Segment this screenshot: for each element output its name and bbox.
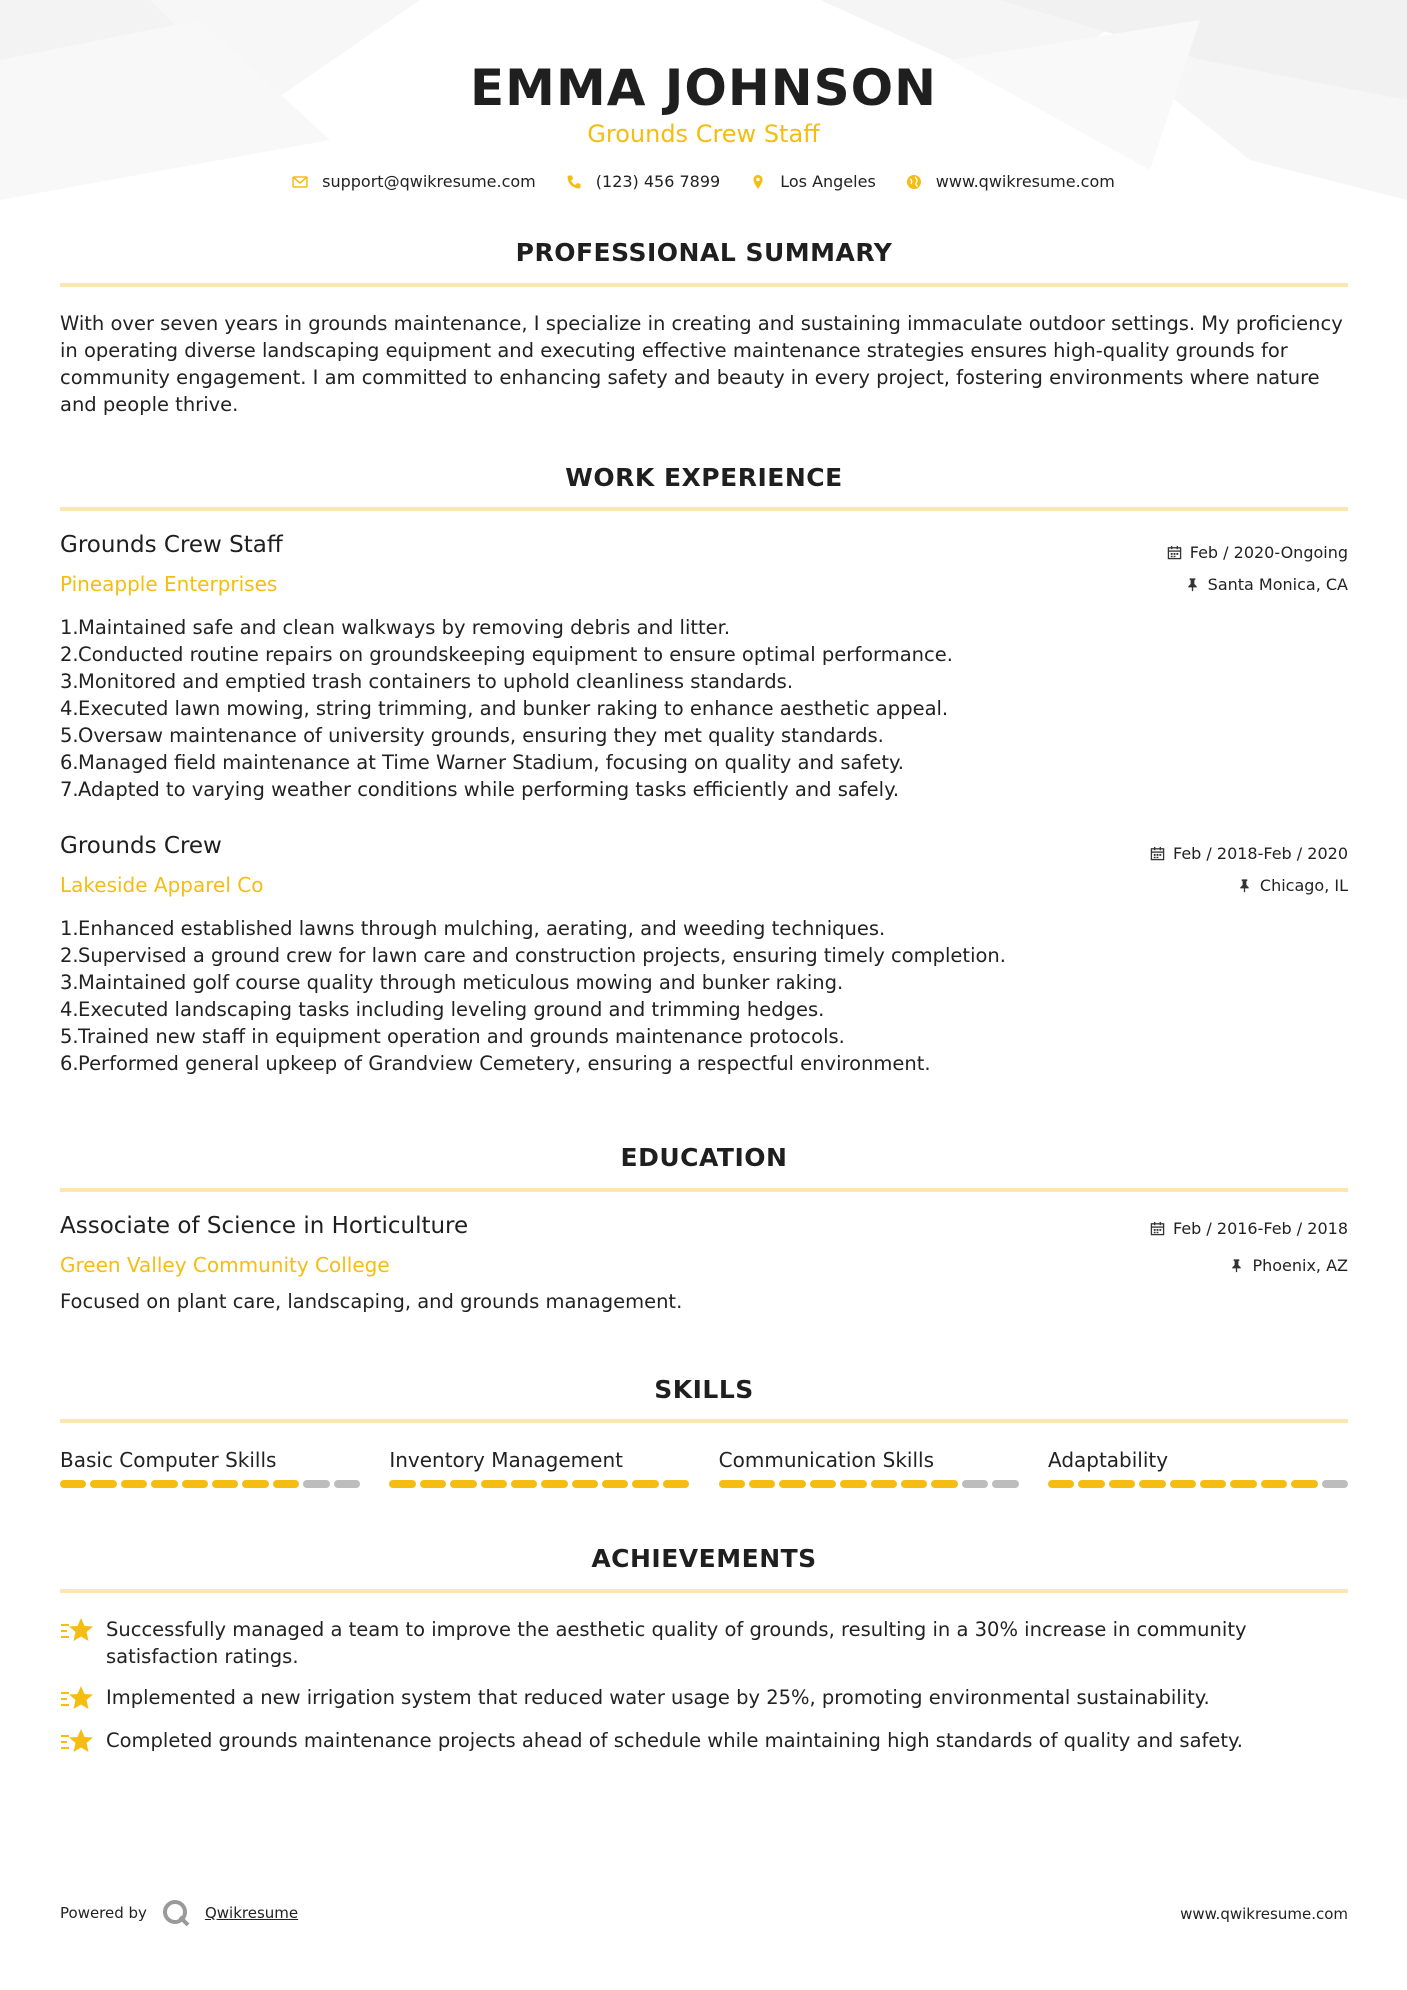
contact-website[interactable] bbox=[906, 172, 1115, 191]
duty-item bbox=[60, 695, 1348, 722]
envelope-icon bbox=[292, 174, 308, 190]
duty-number: 4. bbox=[60, 998, 79, 1021]
section-title-achievements: ACHIEVEMENTS bbox=[591, 1544, 817, 1573]
skill-dot-filled bbox=[749, 1480, 775, 1488]
duty-item bbox=[60, 1023, 1348, 1050]
job-dates-text: Feb / 2018-Feb / 2020 bbox=[1173, 844, 1348, 863]
skill-dot-filled bbox=[931, 1480, 957, 1488]
job-location bbox=[1185, 575, 1348, 594]
skill-item bbox=[1048, 1447, 1348, 1488]
achievement-item bbox=[60, 1616, 1348, 1670]
job-location bbox=[1237, 876, 1348, 895]
section-divider bbox=[60, 507, 1348, 511]
duty-text: Managed field maintenance at Time Warner Stadium, focusing on quality and safety. bbox=[78, 751, 904, 774]
skill-dot-empty bbox=[303, 1480, 329, 1488]
duty-text: Conducted routine repairs on groundskeeping equipment to ensure optimal performance. bbox=[78, 643, 953, 666]
pushpin-icon bbox=[1185, 577, 1200, 592]
duty-text: Trained new staff in equipment operation and grounds maintenance protocols. bbox=[78, 1025, 845, 1048]
duty-text: Executed landscaping tasks including leveling ground and trimming hedges. bbox=[78, 998, 825, 1021]
skill-item bbox=[719, 1447, 1019, 1488]
skill-dot-filled bbox=[1170, 1480, 1196, 1488]
skill-dot-filled bbox=[90, 1480, 116, 1488]
skill-name: Communication Skills bbox=[718, 1448, 935, 1472]
duty-number: 4. bbox=[60, 697, 79, 720]
duty-number: 2. bbox=[60, 643, 79, 666]
skill-dot-filled bbox=[1291, 1480, 1317, 1488]
duty-text: Oversaw maintenance of university grounds, ensuring they met quality standards. bbox=[78, 724, 884, 747]
candidate-name: EMMA JOHNSON bbox=[470, 59, 937, 117]
job-dates-text: Feb / 2020-Ongoing bbox=[1189, 543, 1348, 562]
contact-website-text: www.qwikresume.com bbox=[935, 172, 1115, 191]
skill-name: Inventory Management bbox=[389, 1448, 623, 1472]
skill-dot-filled bbox=[273, 1480, 299, 1488]
skill-name: Basic Computer Skills bbox=[60, 1448, 277, 1472]
skill-rating bbox=[1048, 1480, 1348, 1488]
qwikresume-logo-icon bbox=[161, 1898, 191, 1928]
job-title: Grounds Crew bbox=[60, 833, 222, 859]
skill-rating bbox=[719, 1480, 1019, 1488]
skill-dot-filled bbox=[901, 1480, 927, 1488]
section-divider bbox=[60, 1419, 1348, 1423]
candidate-role: Grounds Crew Staff bbox=[587, 120, 820, 148]
duty-number: 2. bbox=[60, 944, 79, 967]
section-title-skills: SKILLS bbox=[654, 1375, 754, 1404]
duty-item bbox=[60, 996, 1348, 1023]
skill-dot-filled bbox=[481, 1480, 507, 1488]
duty-text: Enhanced established lawns through mulching, aerating, and weeding techniques. bbox=[78, 917, 886, 940]
duty-number: 1. bbox=[60, 616, 79, 639]
duty-text: Monitored and emptied trash containers to uphold cleanliness standards. bbox=[78, 670, 794, 693]
skill-rating bbox=[60, 1480, 360, 1488]
calendar-icon bbox=[1150, 1221, 1165, 1236]
skill-dot-filled bbox=[450, 1480, 476, 1488]
summary-text: With over seven years in grounds maintenance, I specialize in creating and sustaining immaculate outdoor settings. My proficiency in operating diverse landscaping equipment and executing effective maintenance strategies ensures high-quality grounds for community engagement. I am committed to enhancing safety and beauty in every project, fostering environments where nature and people thrive. bbox=[60, 312, 1343, 416]
job-company: Lakeside Apparel Co bbox=[60, 873, 264, 897]
skill-dot-filled bbox=[1109, 1480, 1135, 1488]
job-title: Grounds Crew Staff bbox=[60, 532, 283, 558]
resume-header bbox=[0, 58, 1407, 150]
skill-dot-filled bbox=[511, 1480, 537, 1488]
job-duties bbox=[60, 915, 1348, 1077]
education-school: Green Valley Community College bbox=[60, 1253, 390, 1277]
duty-text: Maintained safe and clean walkways by removing debris and litter. bbox=[78, 616, 731, 639]
duty-item bbox=[60, 641, 1348, 668]
qwikresume-link[interactable]: Qwikresume bbox=[204, 1904, 299, 1922]
education-location bbox=[1229, 1256, 1348, 1275]
duty-number: 6. bbox=[60, 751, 79, 774]
skill-dot-filled bbox=[572, 1480, 598, 1488]
skill-dot-filled bbox=[1139, 1480, 1165, 1488]
job-duties bbox=[60, 614, 1348, 803]
skill-dot-empty bbox=[1322, 1480, 1348, 1488]
pushpin-icon bbox=[1237, 878, 1252, 893]
skill-dot-filled bbox=[389, 1480, 415, 1488]
achievement-item bbox=[60, 1684, 1348, 1714]
map-pin-icon bbox=[750, 174, 766, 190]
skill-name: Adaptability bbox=[1047, 1448, 1169, 1472]
skill-dot-filled bbox=[182, 1480, 208, 1488]
skill-dot-filled bbox=[420, 1480, 446, 1488]
skill-dot-filled bbox=[632, 1480, 658, 1488]
skill-dot-filled bbox=[1078, 1480, 1104, 1488]
contact-email-text: support@qwikresume.com bbox=[322, 172, 536, 191]
calendar-icon bbox=[1167, 545, 1182, 560]
skill-item bbox=[389, 1447, 689, 1488]
contact-phone[interactable] bbox=[566, 172, 720, 191]
duty-item bbox=[60, 942, 1348, 969]
phone-icon bbox=[566, 174, 582, 190]
duty-item bbox=[60, 969, 1348, 996]
skill-dot-filled bbox=[541, 1480, 567, 1488]
skill-dot-filled bbox=[121, 1480, 147, 1488]
achievement-text: Successfully managed a team to improve the aesthetic quality of grounds, resulting in a 30% increase in community satisfaction ratings. bbox=[106, 1618, 1247, 1668]
job-dates bbox=[1167, 543, 1348, 562]
powered-by-label: Powered by bbox=[60, 1904, 147, 1922]
duty-item bbox=[60, 776, 1348, 803]
duty-number: 3. bbox=[60, 971, 79, 994]
contact-location bbox=[750, 172, 876, 191]
skill-dot-filled bbox=[719, 1480, 745, 1488]
duty-number: 1. bbox=[60, 917, 79, 940]
footer-powered-by bbox=[60, 1898, 298, 1928]
education-degree: Associate of Science in Horticulture bbox=[60, 1213, 469, 1239]
section-divider bbox=[60, 1589, 1348, 1593]
duty-item bbox=[60, 1050, 1348, 1077]
job-location-text: Santa Monica, CA bbox=[1207, 575, 1348, 594]
education-dates-text: Feb / 2016-Feb / 2018 bbox=[1173, 1219, 1348, 1238]
achievement-text: Implemented a new irrigation system that reduced water usage by 25%, promoting environmental sustainability. bbox=[106, 1686, 1210, 1709]
education-dates bbox=[1150, 1219, 1348, 1238]
skill-dot-filled bbox=[1230, 1480, 1256, 1488]
duty-text: Maintained golf course quality through meticulous mowing and bunker raking. bbox=[78, 971, 844, 994]
duty-number: 5. bbox=[60, 724, 79, 747]
contact-email[interactable] bbox=[292, 172, 536, 191]
skill-dot-filled bbox=[602, 1480, 628, 1488]
section-divider bbox=[60, 1188, 1348, 1192]
duty-item bbox=[60, 749, 1348, 776]
job-company: Pineapple Enterprises bbox=[60, 572, 278, 596]
footer-website-link[interactable]: www.qwikresume.com bbox=[1180, 1905, 1348, 1923]
education-location-text: Phoenix, AZ bbox=[1252, 1256, 1348, 1275]
section-title-summary: PROFESSIONAL SUMMARY bbox=[515, 238, 893, 267]
contact-phone-text: (123) 456 7899 bbox=[595, 172, 721, 191]
achievement-text: Completed grounds maintenance projects ahead of schedule while maintaining high standards of quality and safety. bbox=[106, 1729, 1244, 1752]
skill-dot-filled bbox=[1261, 1480, 1287, 1488]
section-divider bbox=[60, 283, 1348, 287]
duty-number: 5. bbox=[60, 1025, 79, 1048]
skill-rating bbox=[389, 1480, 689, 1488]
skill-dot-empty bbox=[334, 1480, 360, 1488]
skill-dot-filled bbox=[1048, 1480, 1074, 1488]
pushpin-icon bbox=[1229, 1258, 1244, 1273]
duty-text: Executed lawn mowing, string trimming, and bunker raking to enhance aesthetic appeal. bbox=[78, 697, 949, 720]
skill-dot-filled bbox=[840, 1480, 866, 1488]
duty-number: 7. bbox=[60, 778, 79, 801]
skill-dot-filled bbox=[242, 1480, 268, 1488]
achievement-item bbox=[60, 1727, 1348, 1757]
calendar-icon bbox=[1150, 846, 1165, 861]
education-description: Focused on plant care, landscaping, and grounds management. bbox=[60, 1290, 683, 1313]
skill-dot-filled bbox=[810, 1480, 836, 1488]
duty-item bbox=[60, 915, 1348, 942]
skill-dot-filled bbox=[871, 1480, 897, 1488]
skill-dot-empty bbox=[962, 1480, 988, 1488]
duty-item bbox=[60, 668, 1348, 695]
star-icon bbox=[60, 1684, 94, 1714]
duty-text: Performed general upkeep of Grandview Cemetery, ensuring a respectful environment. bbox=[78, 1052, 931, 1075]
section-title-education: EDUCATION bbox=[620, 1143, 788, 1172]
skill-dot-empty bbox=[992, 1480, 1018, 1488]
duty-number: 3. bbox=[60, 670, 79, 693]
contact-bar bbox=[0, 172, 1407, 191]
duty-text: Adapted to varying weather conditions while performing tasks efficiently and safely. bbox=[78, 778, 900, 801]
duty-item bbox=[60, 614, 1348, 641]
skill-dot-filled bbox=[663, 1480, 689, 1488]
star-icon bbox=[60, 1727, 94, 1757]
job-dates bbox=[1150, 844, 1348, 863]
duty-number: 6. bbox=[60, 1052, 79, 1075]
skill-dot-filled bbox=[151, 1480, 177, 1488]
skill-dot-filled bbox=[1200, 1480, 1226, 1488]
section-title-experience: WORK EXPERIENCE bbox=[565, 463, 843, 492]
contact-location-text: Los Angeles bbox=[780, 172, 876, 191]
skill-dot-filled bbox=[779, 1480, 805, 1488]
job-location-text: Chicago, IL bbox=[1259, 876, 1348, 895]
duty-item bbox=[60, 722, 1348, 749]
skills-list bbox=[60, 1447, 1348, 1488]
skill-item bbox=[60, 1447, 360, 1488]
skill-dot-filled bbox=[60, 1480, 86, 1488]
star-icon bbox=[60, 1616, 94, 1646]
globe-icon bbox=[906, 174, 922, 190]
skill-dot-filled bbox=[212, 1480, 238, 1488]
duty-text: Supervised a ground crew for lawn care and construction projects, ensuring timely completion. bbox=[78, 944, 1006, 967]
